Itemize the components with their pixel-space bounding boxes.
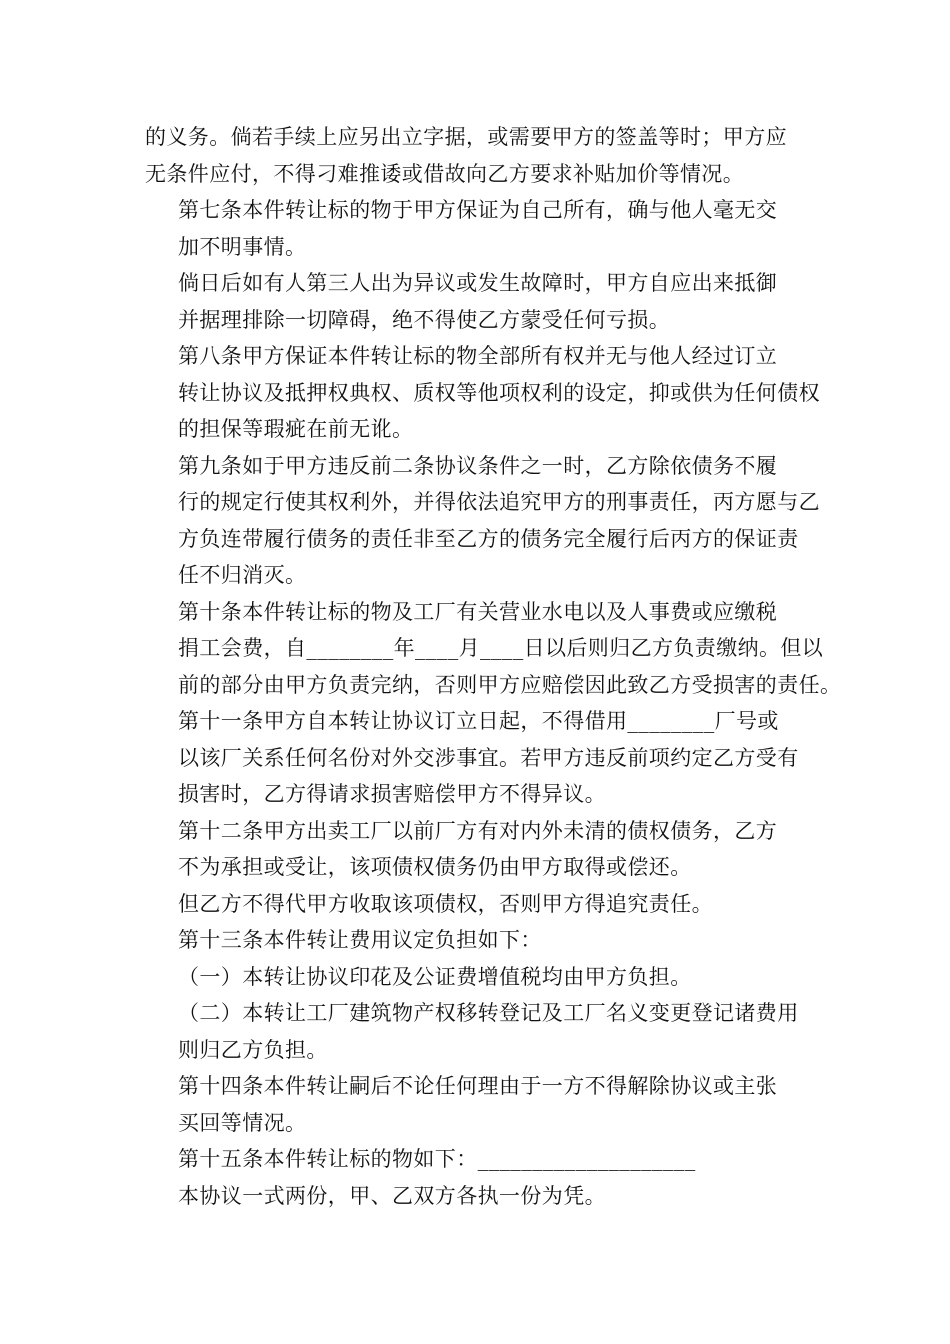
paragraph-line: 并据理排除一切障碍，绝不得使乙方蒙受任何亏损。	[178, 307, 671, 332]
paragraph	[145, 192, 805, 265]
paragraph-line: 买回等情况。	[178, 1110, 307, 1135]
paragraph-line: 以该厂关系任何名份对外交涉事宜。若甲方违反前项约定乙方受有	[178, 745, 799, 770]
paragraph	[145, 995, 805, 1068]
paragraph-line: （二）本转让工厂建筑物产权移转登记及工厂名义变更登记诸费用	[178, 1001, 799, 1025]
paragraph	[145, 448, 820, 594]
paragraph	[145, 338, 820, 448]
paragraph	[145, 959, 805, 996]
paragraph-line: （一）本转让协议印花及公证费增值税均由甲方负担。	[178, 964, 692, 989]
paragraph-line: 第九条如于甲方违反前二条协议条件之一时，乙方除依债务不履	[178, 453, 778, 478]
paragraph-line: 第八条甲方保证本件转让标的物全部所有权并无与他人经过订立	[178, 344, 778, 368]
paragraph	[145, 265, 805, 338]
paragraph-line: 任不归消灭。	[178, 563, 307, 587]
paragraph	[145, 922, 805, 959]
paragraph	[145, 1141, 805, 1178]
paragraph-line: 损害时，乙方得请求损害赔偿甲方不得异议。	[178, 782, 606, 806]
paragraph-line: 无条件应付，不得刁难推诿或借故向乙方要求补贴加价等情况。	[145, 161, 745, 186]
paragraph	[145, 886, 805, 923]
paragraph-line: 本协议一式两份，甲、乙双方各执一份为凭。	[178, 1183, 606, 1208]
paragraph-line: 前的部分由甲方负责完纳，否则甲方应赔偿因此致乙方受损害的责任。	[178, 672, 842, 697]
paragraph-line: 的担保等瑕疵在前无讹。	[178, 417, 414, 441]
paragraph	[145, 813, 805, 886]
paragraph	[145, 594, 842, 704]
paragraph-line: 行的规定行使其权利外，并得依法追究甲方的刑事责任，丙方愿与乙	[178, 490, 820, 514]
paragraph-line: 的义务。倘若手续上应另出立字据，或需要甲方的签盖等时；甲方应	[145, 125, 787, 149]
paragraph-line: 加不明事情。	[178, 234, 307, 259]
paragraph	[145, 119, 805, 192]
paragraph-line: 但乙方不得代甲方收取该项债权，否则甲方得追究责任。	[178, 891, 713, 916]
paragraph-line: 倘日后如有人第三人出为异议或发生故障时，甲方自应出来抵御	[178, 271, 778, 295]
paragraph-line: 第十三条本件转让费用议定负担如下：	[178, 928, 542, 952]
paragraph-line: 第十条本件转让标的物及工厂有关营业水电以及人事费或应缴税	[178, 599, 778, 624]
paragraph	[145, 1068, 805, 1141]
paragraph-line: 方负连带履行债务的责任非至乙方的债务完全履行后丙方的保证责	[178, 526, 799, 551]
document-body	[145, 119, 842, 1214]
paragraph-line: 转让协议及抵押权典权、质权等他项权利的设定，抑或供为任何债权	[178, 380, 820, 405]
paragraph-line: 第十二条甲方出卖工厂以前厂方有对内外未清的债权债务，乙方	[178, 818, 778, 843]
paragraph-line: 第十四条本件转让嗣后不论任何理由于一方不得解除协议或主张	[178, 1074, 778, 1098]
paragraph	[145, 1178, 805, 1215]
paragraph-line: 则归乙方负担。	[178, 1037, 328, 1062]
paragraph-line: 捐工会费，自________年____月____日以后则归乙方负责缴纳。但以	[178, 636, 824, 660]
paragraph-line: 第十五条本件转让标的物如下：____________________	[178, 1147, 696, 1171]
paragraph	[145, 703, 805, 813]
paragraph-line: 不为承担或受让，该项债权债务仍由甲方取得或偿还。	[178, 855, 692, 879]
paragraph-line: 第十一条甲方自本转让协议订立日起，不得借用________厂号或	[178, 709, 779, 733]
paragraph-line: 第七条本件转让标的物于甲方保证为自己所有，确与他人毫无交	[178, 198, 778, 222]
